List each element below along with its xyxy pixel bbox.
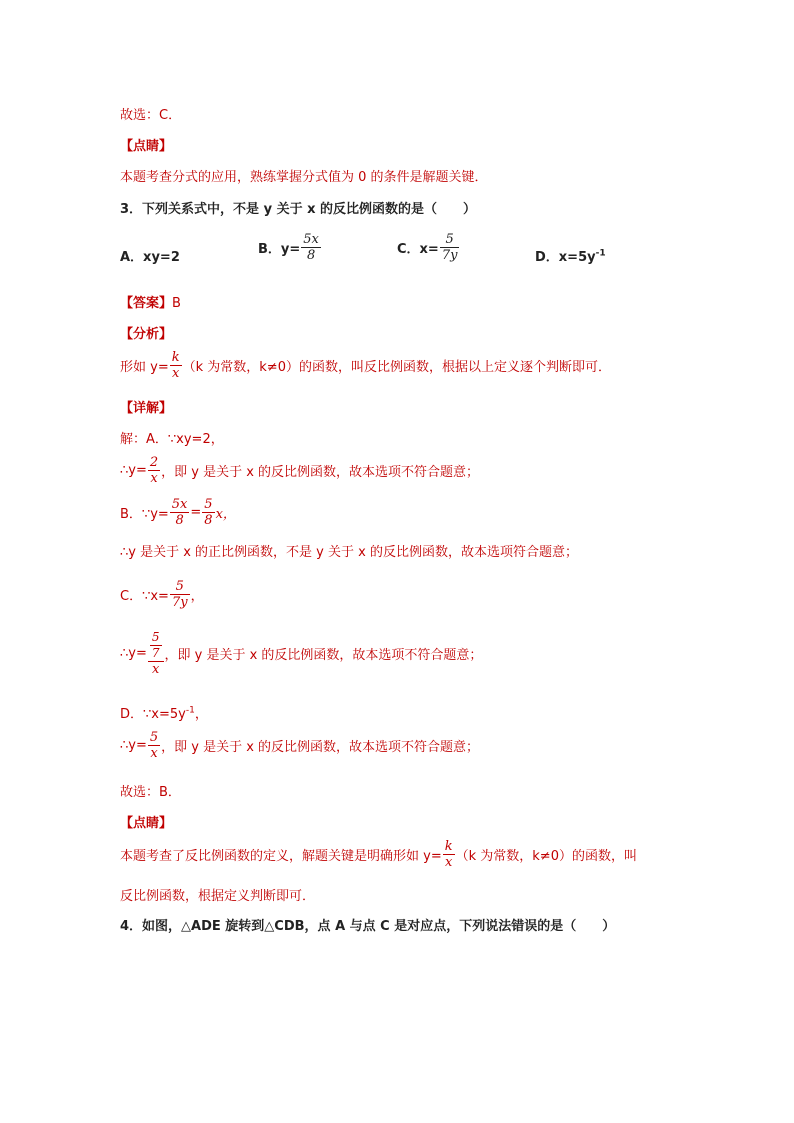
analysis-line xyxy=(120,350,611,381)
answer-value: B xyxy=(172,296,181,311)
detail-c-line xyxy=(120,579,204,610)
conclusion-line-1 xyxy=(120,839,637,870)
detail-a-conc-prefix: ∴y= xyxy=(120,463,147,478)
option-b-den: 8 xyxy=(306,248,316,263)
detail-c-complex-fraction xyxy=(148,630,164,677)
detail-a-den: x xyxy=(150,471,158,486)
detail-d-conclusion xyxy=(120,730,479,761)
detail-c-complex-top xyxy=(148,630,164,662)
conclusion-fraction xyxy=(443,839,455,870)
analysis-prefix: 形如 y= xyxy=(120,360,169,375)
detail-d-conc-prefix: ∴y= xyxy=(120,738,147,753)
option-c xyxy=(397,232,460,263)
detail-d-sup: -1 xyxy=(185,705,195,716)
detail-c-inner-fraction xyxy=(150,630,162,661)
detail-b-prefix: B．∵y= xyxy=(120,507,169,522)
detail-b-eq: = xyxy=(190,505,202,520)
detail-c-comma: ， xyxy=(190,589,204,604)
detail-b-line xyxy=(120,497,236,528)
detail-c-inner-den: 7 xyxy=(151,646,160,660)
detail-b-fraction-2 xyxy=(202,497,214,528)
option-b xyxy=(258,232,322,263)
analysis-fraction xyxy=(170,350,182,381)
option-d-sup: -1 xyxy=(595,248,606,259)
conclusion-num: k xyxy=(444,839,453,854)
conclusion-den: x xyxy=(444,855,453,870)
conclusion-suffix: （k 为常数，k≠0）的函数，叫 xyxy=(455,849,637,864)
option-c-fraction xyxy=(440,232,460,263)
analysis-suffix: （k 为常数，k≠0）的函数，叫反比例函数，根据以上定义逐个判断即可． xyxy=(182,360,611,375)
option-d-prefix: D．x=5y xyxy=(535,250,596,265)
detail-a-line: 解：A．∵xy=2， xyxy=(120,432,224,447)
option-b-num: 5x xyxy=(303,232,319,247)
detail-b-fraction-1 xyxy=(170,497,190,528)
heading-dianjing-2: 【点睛】 xyxy=(120,816,173,831)
detail-b-num1: 5x xyxy=(171,497,188,512)
answer-line-prev: 故选：C． xyxy=(120,108,182,123)
option-c-prefix: C．x= xyxy=(397,242,439,257)
conclusion-prefix: 本题考查了反比例函数的定义，解题关键是明确形如 y= xyxy=(120,849,442,864)
detail-c-inner-num: 5 xyxy=(151,630,160,644)
detail-a-conclusion xyxy=(120,455,479,486)
detail-d-text: D．∵x=5y xyxy=(120,707,186,722)
detail-d-num: 5 xyxy=(149,730,159,745)
answer-line-b: 故选：B． xyxy=(120,785,181,800)
detail-c-outer-den: x xyxy=(152,662,160,677)
detail-b-num2: 5 xyxy=(204,497,213,512)
answer-label: 【答案】 xyxy=(120,296,173,311)
detail-c-conclusion xyxy=(120,630,482,677)
detail-b-tail: x， xyxy=(215,507,236,522)
option-a: A．xy=2 xyxy=(120,250,180,265)
detail-c-num: 5 xyxy=(170,579,190,595)
option-c-num: 5 xyxy=(440,232,460,248)
question-3: 3．下列关系式中，不是 y 关于 x 的反比例函数的是（ ） xyxy=(120,202,477,217)
analysis-num: k xyxy=(171,350,180,365)
detail-d-comma: ， xyxy=(194,707,208,722)
detail-a-num: 2 xyxy=(149,455,159,470)
option-c-den: 7y xyxy=(441,248,458,263)
heading-fenxi: 【分析】 xyxy=(120,327,173,342)
detail-d-line xyxy=(120,703,208,722)
option-b-prefix: B．y= xyxy=(258,242,301,257)
detail-c-prefix: C．∵x= xyxy=(120,589,169,604)
detail-c-den: 7y xyxy=(171,595,188,610)
heading-dianjing-1: 【点睛】 xyxy=(120,139,173,154)
conclusion-line-2: 反比例函数，根据定义判断即可． xyxy=(120,889,316,904)
detail-c-fraction xyxy=(170,579,190,610)
question-4: 4．如图，△ADE 旋转到△CDB，点 A 与点 C 是对应点，下列说法错误的是（ ） xyxy=(120,919,616,934)
detail-b-den2: 8 xyxy=(204,513,213,528)
detail-a-fraction xyxy=(148,455,160,486)
analysis-den: x xyxy=(171,366,180,381)
conclusion-prev: 本题考查分式的应用，熟练掌握分式值为 0 的条件是解题关键． xyxy=(120,170,488,185)
option-b-fraction xyxy=(301,232,321,263)
detail-d-fraction xyxy=(148,730,160,761)
detail-c-conc-suffix: ，即 y 是关于 x 的反比例函数，故本选项不符合题意； xyxy=(164,648,483,663)
answer-row xyxy=(120,292,181,311)
heading-xiangjie: 【详解】 xyxy=(120,401,173,416)
option-d xyxy=(535,246,606,265)
detail-d-den: x xyxy=(150,746,158,761)
detail-d-conc-suffix: ，即 y 是关于 x 的反比例函数，故本选项不符合题意； xyxy=(161,740,480,755)
detail-b-conclusion: ∴y 是关于 x 的正比例函数，不是 y 关于 x 的反比例函数，故本选项符合题意； xyxy=(120,545,578,560)
detail-b-den1: 8 xyxy=(175,513,184,528)
detail-a-conc-suffix: ，即 y 是关于 x 的反比例函数，故本选项不符合题意； xyxy=(161,465,480,480)
detail-c-conc-prefix: ∴y= xyxy=(120,646,147,661)
